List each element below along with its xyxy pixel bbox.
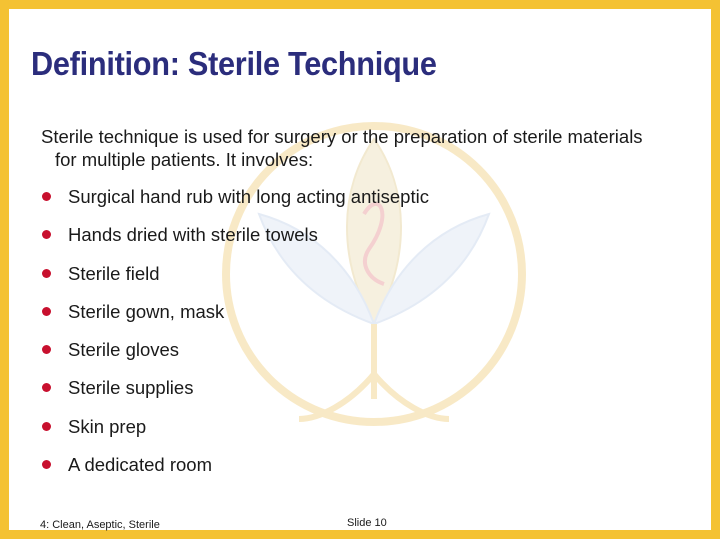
list-item: [39, 338, 429, 376]
bullet-text: Surgical hand rub with long acting antiseptic: [68, 186, 429, 207]
list-item: [39, 262, 429, 300]
bullet-icon: [42, 383, 51, 392]
list-item: [39, 185, 429, 223]
bullet-text: Sterile supplies: [68, 377, 194, 399]
bullet-text: Sterile gloves: [68, 339, 180, 361]
intro-line-1: Sterile technique is used for surgery or the preparation of sterile materials: [41, 126, 643, 147]
bullet-text: A dedicated room: [68, 454, 212, 476]
bullet-text: Hands dried with sterile towels: [68, 224, 318, 246]
intro-line-2: for multiple patients. It involves:: [55, 149, 314, 170]
bullet-text: Skin prep: [68, 415, 147, 437]
footer-section-label: 4: Clean, Aseptic, Sterile: [40, 519, 160, 531]
slide-number: Slide 10: [347, 517, 387, 529]
bullet-text: Sterile field: [68, 262, 160, 284]
list-item: [39, 300, 429, 338]
intro-paragraph: [41, 125, 711, 171]
bullet-list: [39, 185, 429, 491]
list-item: [39, 415, 429, 453]
bullet-icon: [42, 192, 51, 201]
bullet-icon: [42, 345, 51, 354]
bullet-icon: [42, 269, 51, 278]
bullet-text: Sterile gown, mask: [68, 300, 225, 322]
slide-title: Definition: Sterile Technique: [31, 45, 437, 82]
list-item: [39, 223, 429, 261]
bullet-icon: [42, 230, 51, 239]
bullet-icon: [42, 460, 51, 469]
list-item: [39, 376, 429, 414]
bullet-icon: [42, 422, 51, 431]
list-item: [39, 453, 429, 491]
bullet-icon: [42, 307, 51, 316]
